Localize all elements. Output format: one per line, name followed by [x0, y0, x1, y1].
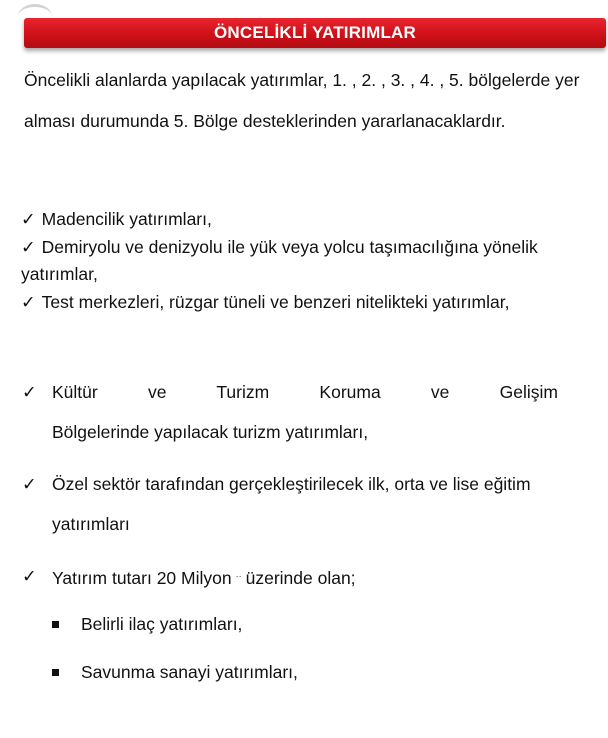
list-item-text: Madencilik yatırımları, — [41, 209, 212, 229]
list-item-text-line2: Bölgelerinde yapılacak turizm yatırımları, — [52, 422, 369, 442]
list-item — [22, 464, 558, 544]
checkmark-icon: ✓ — [21, 236, 36, 257]
title-banner — [24, 18, 606, 48]
list-item — [52, 652, 552, 692]
list-item-text-line1: Kültür ve Turizm Koruma ve Gelişim — [52, 382, 558, 402]
intro-paragraph: Öncelikli alanlarda yapılacak yatırımlar, 1. , 2. , 3. , 4. , 5. bölgelerde yer alması durumunda 5. Bölge desteklerinden yararlanacaklardır. — [24, 70, 580, 131]
list-item — [22, 556, 558, 598]
list-item-text: Test merkezleri, rüzgar tüneli ve benzeri nitelikteki yatırımlar, — [41, 291, 510, 312]
list-item — [22, 372, 558, 452]
list-item-text: Demiryolu ve denizyolu ile yük veya yolcu taşımacılığına yönelik yatırımlar, — [21, 236, 538, 284]
indented-tick-list — [22, 372, 558, 610]
checkmark-icon: ✓ — [22, 382, 37, 402]
checkmark-icon: ✓ — [22, 566, 37, 586]
checkmark-icon: ✓ — [21, 291, 36, 312]
list-item-text-tail: üzerinde olan; — [245, 568, 356, 588]
list-item-text: Belirli ilaç yatırımları, — [81, 613, 243, 634]
list-item-text: Özel sektör tarafından gerçekleştirilecek ilk, orta ve lise eğitim yatırımları — [52, 474, 531, 534]
currency-mark: ·· — [235, 571, 242, 581]
list-item — [52, 604, 552, 644]
list-item — [21, 289, 601, 317]
sub-bullet-list — [52, 604, 552, 700]
square-bullet-icon — [52, 669, 59, 676]
list-item — [21, 234, 601, 289]
page-title: ÖNCELİKLİ YATIRIMLAR — [213, 23, 417, 42]
list-item-text: Savunma sanayi yatırımları, — [81, 661, 298, 682]
list-item-text: Yatırım tutarı 20 Milyon — [52, 568, 232, 588]
square-bullet-icon — [52, 621, 59, 628]
plain-tick-list — [21, 206, 601, 316]
checkmark-icon: ✓ — [21, 209, 36, 229]
checkmark-icon: ✓ — [22, 474, 37, 494]
list-item — [21, 206, 601, 234]
